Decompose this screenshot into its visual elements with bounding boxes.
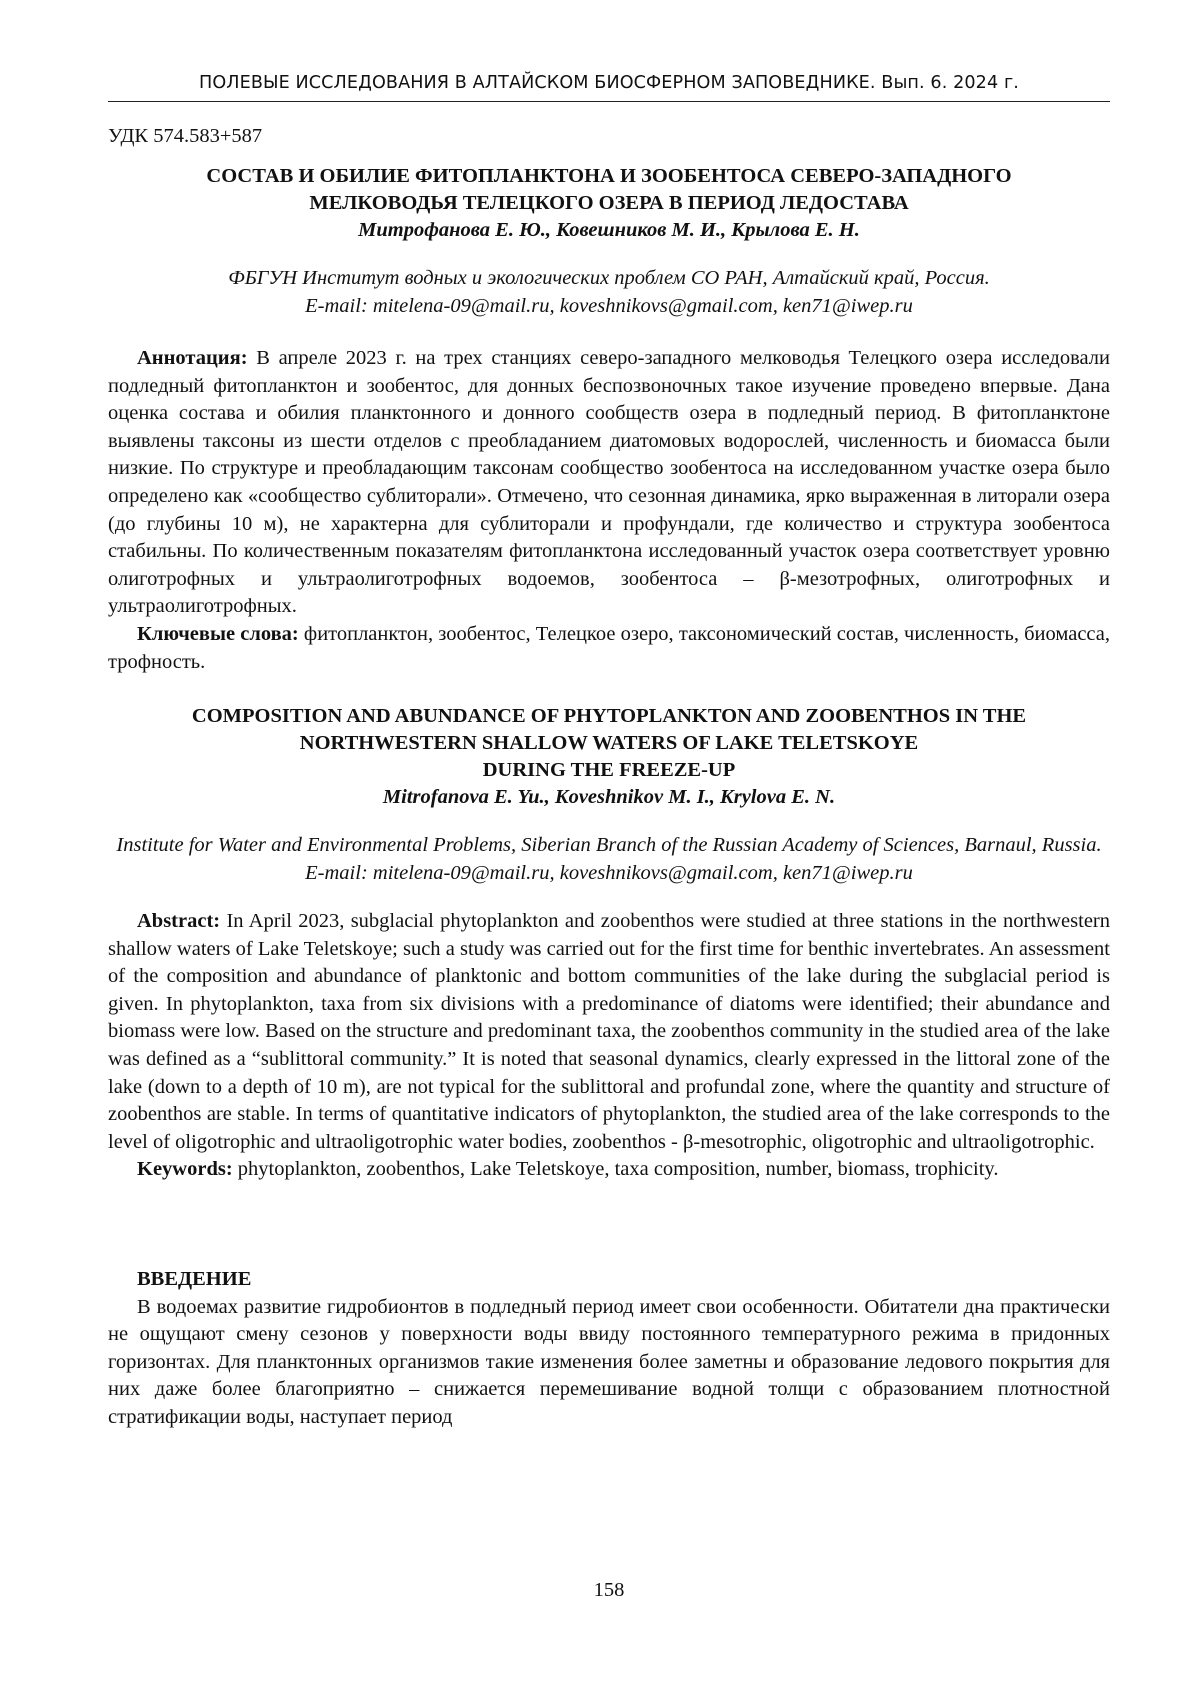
en-keywords-text: phytoplankton, zoobenthos, Lake Teletskoye, taxa composition, number, biomass, trophicity. [237, 1158, 999, 1181]
ru-abstract [108, 345, 1110, 621]
ru-affiliation: ФБГУН Институт водных и экологических проблем СО РАН, Алтайский край, Россия. [228, 267, 990, 289]
page [108, 0, 1110, 1697]
ru-keywords-label: Ключевые слова: [137, 622, 299, 645]
en-abstract-block [108, 908, 1110, 1184]
en-title-line-1: COMPOSITION AND ABUNDANCE OF PHYTOPLANKTON AND ZOOBENTHOS IN THE [191, 705, 1027, 727]
en-abstract-text: In April 2023, subglacial phytoplankton and zoobenthos were studied at three stations in the northwestern shallow waters of Lake Teletskoye; such a study was carried out for the first time for benthic invertebrates. An assessment of the composition and abundance of planktonic and bottom communities of the lake during the subglacial period is given. In phytoplankton, taxa from six divisions with a predominance of diatoms were identified; their abundance and biomass were low. Based on the structure and predominant taxa, the zoobenthos community in the studied area of the lake was defined as a “sublittoral community.” It is noted that seasonal dynamics, clearly expressed in the littoral zone of the lake (down to a depth of 10 m), are not typical for the sublittoral and profundal zone, where the quantity and structure of zoobenthos are stable. In terms of quantitative indicators of phytoplankton, the studied area of the lake corresponds to the level of oligotrophic and ultraoligotrophic water bodies, zoobenthos - β-mesotrophic, oligotrophic and ultraoligotrophic. [108, 910, 1111, 1153]
en-title-line-2: NORTHWESTERN SHALLOW WATERS OF LAKE TELETSKOYE [299, 732, 919, 754]
en-abstract-label: Abstract: [137, 910, 221, 932]
ru-abstract-block [108, 345, 1110, 676]
ru-authors: Митрофанова Е. Ю., Ковешников М. И., Крылова Е. Н. [358, 219, 860, 241]
en-affiliation-block [108, 831, 1110, 887]
ru-title-line-1: СОСТАВ И ОБИЛИЕ ФИТОПЛАНКТОНА И ЗООБЕНТОСА СЕВЕРО-ЗАПАДНОГО [206, 165, 1012, 187]
intro-paragraph: В водоемах развитие гидробионтов в подледный период имеет свои особенности. Обитатели дна практически не ощущают смену сезонов у поверхности воды ввиду постоянного температурного режима в придонных горизонтах. Для планктонных организмов такие изменения более заметны и образование ледового покрытия для них даже более благоприятно – снижается перемешивание водной толщи с образованием плотностной стратификации воды, наступает период [108, 1295, 1110, 1428]
ru-abstract-label: Аннотация: [137, 347, 248, 369]
en-title-line-3: DURING THE FREEZE-UP [482, 759, 736, 781]
ru-email: E-mail: mitelena-09@mail.ru, koveshnikovs@gmail.com, ken71@iwep.ru [305, 295, 913, 317]
en-abstract [108, 908, 1110, 1156]
running-header: ПОЛЕВЫЕ ИССЛЕДОВАНИЯ В АЛТАЙСКОМ БИОСФЕРНОМ ЗАПОВЕДНИКЕ. Вып. 6. 2024 г. [199, 73, 1019, 93]
en-keywords [108, 1156, 1110, 1184]
intro-section [108, 1266, 1110, 1432]
en-affiliation: Institute for Water and Environmental Problems, Siberian Branch of the Russian Academy of Sciences, Barnaul, Russia. E-mail: mitelena-09@mail.ru, koveshnikovs@gmail.com, ken71@iwep.ru [116, 834, 1102, 884]
en-title-block [108, 703, 1110, 811]
en-authors: Mitrofanova E. Yu., Koveshnikov M. I., Krylova E. N. [382, 786, 836, 808]
ru-title-line-2: МЕЛКОВОДЬЯ ТЕЛЕЦКОГО ОЗЕРА В ПЕРИОД ЛЕДОСТАВА [309, 192, 909, 214]
page-number: 158 [593, 1579, 625, 1601]
intro-heading: ВВЕДЕНИЕ [137, 1268, 252, 1290]
ru-keywords [108, 621, 1110, 676]
en-keywords-label: Keywords: [137, 1158, 233, 1181]
ru-title-block [108, 163, 1110, 244]
udk-code: УДК 574.583+587 [108, 125, 263, 147]
header-rule [108, 101, 1110, 102]
ru-keywords-text: фитопланктон, зообентос, Телецкое озеро, таксономический состав, численность, биомасса, трофность. [108, 622, 1110, 673]
ru-affiliation-block [108, 264, 1110, 320]
ru-abstract-text: В апреле 2023 г. на трех станциях северо-западного мелководья Телецкого озера исследовали подледный фитопланктон и зообентос, для донных беспозвоночных такое изучение проведено впервые. Дана оценка состава и обилия планктонного и донного сообществ озера в подледный период. В фитопланктоне выявлены таксоны из шести отделов с преобладанием диатомовых водорослей, численность и биомасса были низкие. По структуре и преобладающим таксонам сообщество зообентоса на исследованном участке озера было определено как «сообщество сублиторали». Отмечено, что сезонная динамика, ярко выраженная в литорали озера (до глубины 10 м), не характерна для сублиторали и профундали, где количество и структура зообентоса стабильны. По количественным показателям фитопланктона исследованный участок озера соответствует уровню олиготрофных и ультраолиготрофных водоемов, зообентоса – β-мезотрофных, олиготрофных и ультраолиготрофных. [108, 347, 1110, 618]
